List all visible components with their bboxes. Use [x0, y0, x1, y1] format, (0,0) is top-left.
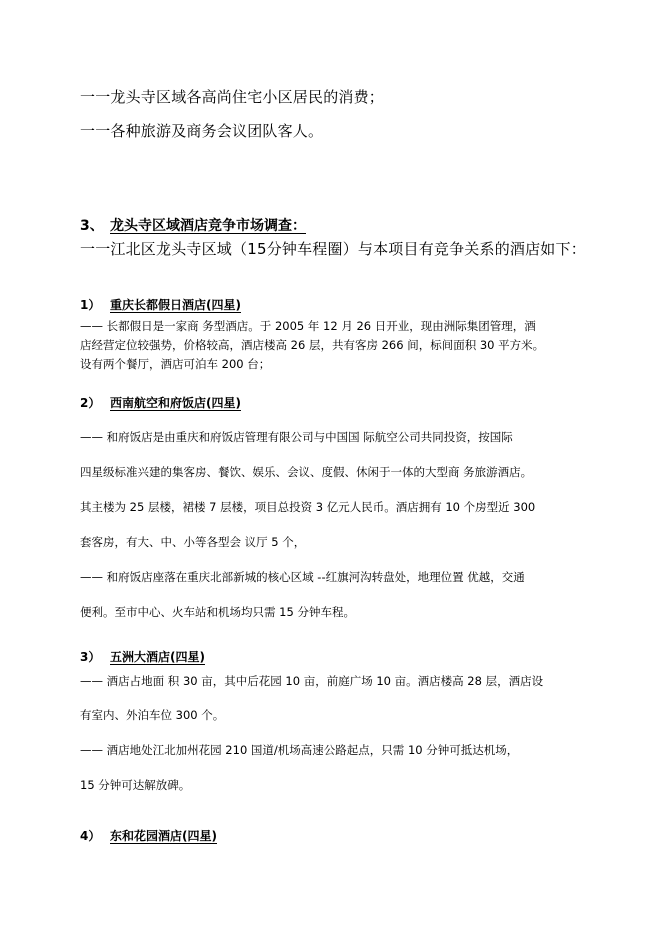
paragraph-line: 四星级标准兴建的集客房、餐饮、娱乐、会议、度假、休闲于一体的大型商 务旅游酒店。 [80, 465, 533, 479]
hotel-number: 2） [80, 396, 101, 410]
paragraph-line: 有室内、外泊车位 300 个。 [80, 708, 225, 722]
paragraph-line: 15 分钟可达解放碑。 [80, 778, 191, 792]
hotel-name: 西南航空和府饭店(四星) [110, 396, 241, 410]
hotel-heading [80, 397, 241, 409]
hotel-number: 4） [80, 829, 101, 843]
paragraph-line: —— 和府饭店是由重庆和府饭店管理有限公司与中国国 际航空公司共同投资，按国际 [80, 430, 513, 444]
hotel-number: 1） [80, 298, 101, 312]
section-heading [80, 219, 306, 233]
hotel-heading [80, 830, 217, 842]
paragraph-line: 设有两个餐厅，酒店可泊车 200 台； [80, 357, 271, 371]
paragraph-line: —— 酒店占地面 积 30 亩，其中后花园 10 亩，前庭广场 10 亩。酒店楼高 28 层，酒店设 [80, 674, 544, 688]
paragraph-line: —— 和府饭店座落在重庆北部新城的核心区域 --红旗河沟转盘处，地理位置 优越，交通 [80, 570, 525, 584]
hotel-heading [80, 299, 241, 311]
paragraph-line: 套客房，有大、中、小等各型会 议厅 5 个， [80, 535, 306, 549]
hotel-number: 3） [80, 650, 101, 664]
paragraph-line: 其主楼为 25 层楼，裙楼 7 层楼，项目总投资 3 亿元人民币。酒店拥有 10 个房型近 300 [80, 500, 536, 514]
hotel-heading [80, 651, 205, 663]
section-number: 3、 [80, 218, 104, 234]
section-intro: 一一江北区龙头寺区域（15分钟车程圈）与本项目有竞争关系的酒店如下： [80, 240, 586, 258]
hotel-name: 东和花园酒店(四星) [110, 829, 217, 843]
intro-line-1: 一一龙头寺区域各高尚住宅小区居民的消费； [80, 88, 385, 106]
paragraph-line: —— 长都假日是一家商 务型酒店。于 2005 年 12 月 26 日开业，现由洲际集团管理，酒 [80, 319, 536, 333]
paragraph-line: 店经营定位较强势，价格较高，酒店楼高 26 层，共有客房 266 间，标间面积 30 平方米。 [80, 338, 545, 352]
section-title: 龙头寺区域酒店竞争市场调查： [110, 218, 306, 234]
paragraph-line: —— 酒店地处江北加州花园 210 国道/机场高速公路起点，只需 10 分钟可抵达机场， [80, 743, 519, 757]
hotel-name: 重庆长都假日酒店(四星) [110, 298, 241, 312]
paragraph-line: 便利。至市中心、火车站和机场均只需 15 分钟车程。 [80, 605, 355, 619]
hotel-name: 五洲大酒店(四星) [110, 650, 205, 664]
intro-line-2: 一一各种旅游及商务会议团队客人。 [80, 122, 324, 140]
